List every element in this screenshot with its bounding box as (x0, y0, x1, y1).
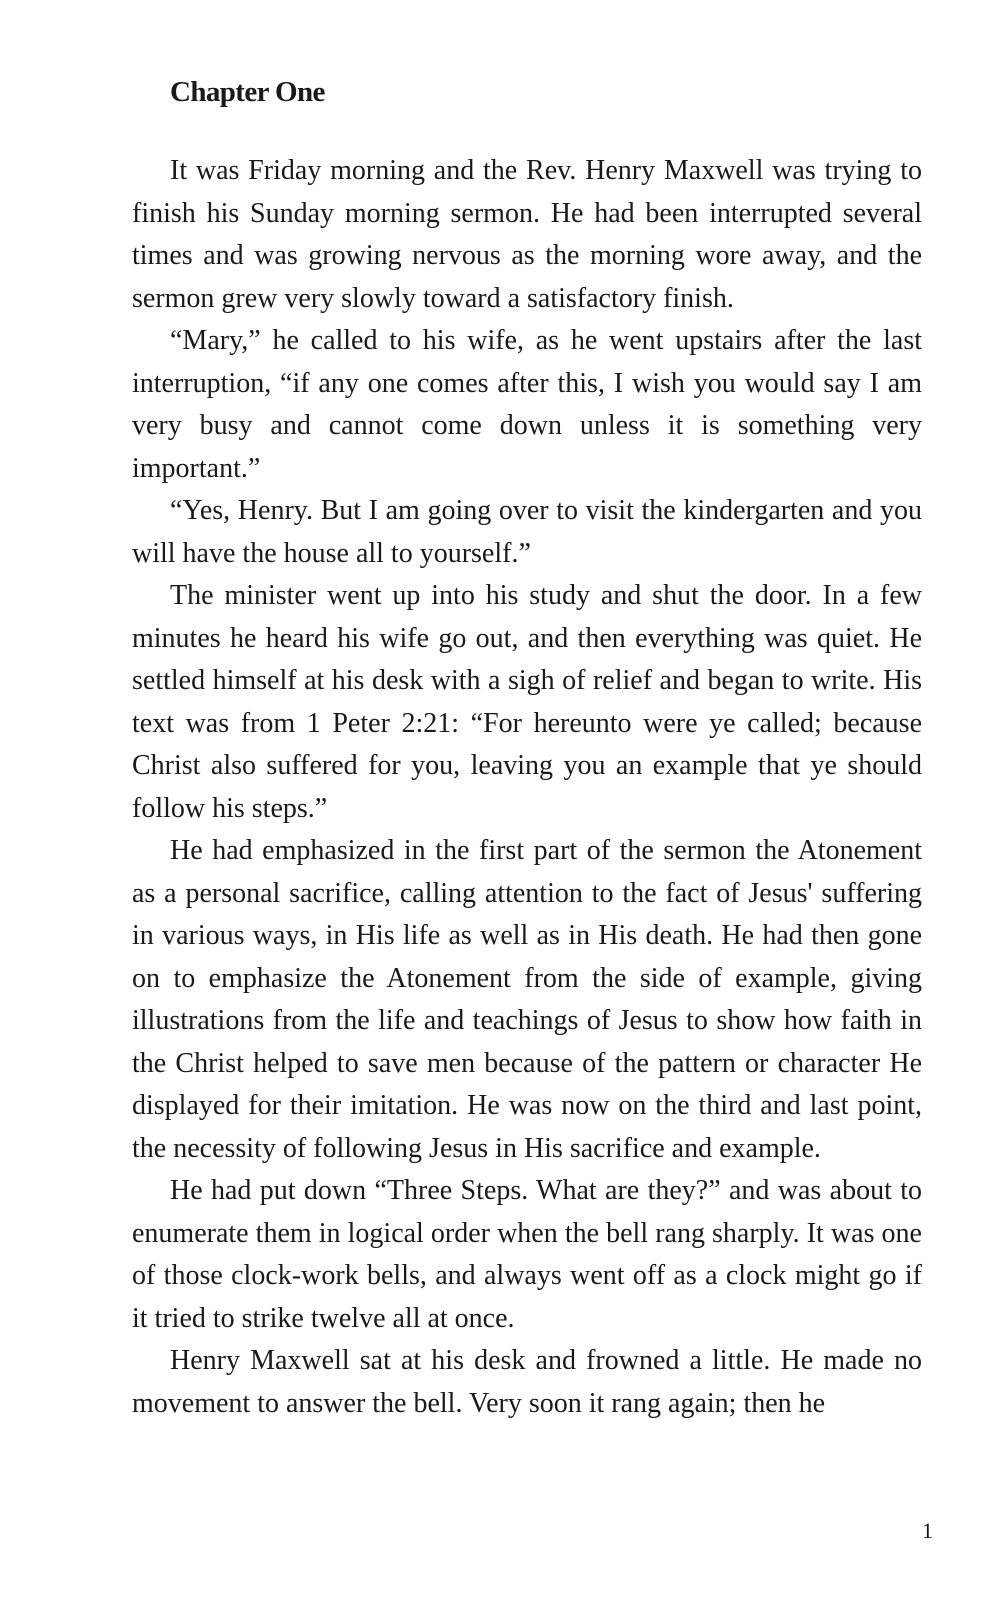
chapter-body (132, 150, 922, 1425)
chapter-title: Chapter One (170, 76, 325, 108)
paragraph: He had put down “Three Steps. What are they?” and was about to enumerate them in logical order when the bell rang sharply. It was one of those clock-work bells, and always went off as a clock might go if it tried to strike twelve all at once. (132, 1175, 922, 1334)
paragraph: “Mary,” he called to his wife, as he went upstairs after the last interruption, “if any one comes after this, I wish you would say I am very busy and cannot come down unless it is something very important.” (132, 325, 922, 484)
paragraph: The minister went up into his study and shut the door. In a few minutes he heard his wife go out, and then everything was quiet. He settled himself at his desk with a sigh of relief and began to write. His text was from 1 Peter 2:21: “For hereunto were ye called; because Christ also suffered for you, leaving you an example that ye should follow his steps.” (132, 580, 922, 824)
paragraph: He had emphasized in the first part of the sermon the Atonement as a personal sacrifice, calling attention to the fact of Jesus' suffering in various ways, in His life as well as in His death. He had then gone on to emphasize the Atonement from the side of example, giving illustrations from the life and teachings of Jesus to show how faith in the Christ helped to save men because of the pattern or character He displayed for their imitation. He was now on the third and last point, the necessity of following Jesus in His sacrifice and example. (132, 835, 922, 1164)
paragraph: “Yes, Henry. But I am going over to visit the kindergarten and you will have the house all to yourself.” (132, 495, 922, 569)
page-number: 1 (922, 1518, 933, 1543)
paragraph: Henry Maxwell sat at his desk and frowned a little. He made no movement to answer the bell. Very soon it rang again; then he (132, 1345, 922, 1419)
paragraph: It was Friday morning and the Rev. Henry Maxwell was trying to finish his Sunday morning sermon. He had been interrupted several times and was growing nervous as the morning wore away, and the sermon grew very slowly toward a satisfactory finish. (132, 155, 922, 314)
